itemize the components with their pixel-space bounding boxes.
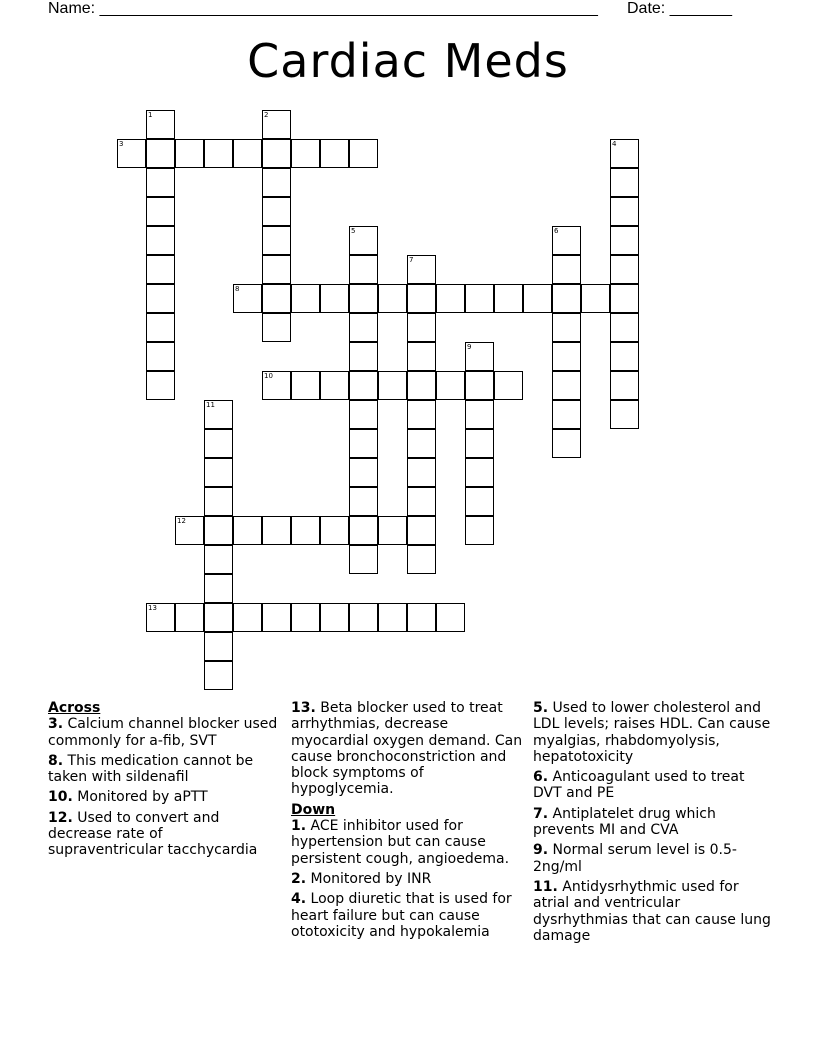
grid-cell[interactable] (407, 545, 436, 574)
grid-cell[interactable] (291, 371, 320, 400)
grid-cell[interactable] (407, 313, 436, 342)
grid-cell[interactable] (494, 284, 523, 313)
grid-cell[interactable] (465, 342, 494, 371)
grid-cell[interactable] (146, 371, 175, 400)
grid-cell[interactable] (552, 429, 581, 458)
grid-cell[interactable] (465, 487, 494, 516)
grid-cell[interactable] (349, 342, 378, 371)
clue-number: 13 (148, 604, 157, 612)
name-field[interactable]: Name: ________________________________________________________ (48, 0, 598, 17)
grid-cell[interactable] (465, 516, 494, 545)
grid-cell[interactable] (146, 226, 175, 255)
clue-across-10: 10. Monitored by aPTT (48, 789, 208, 806)
grid-cell[interactable] (146, 342, 175, 371)
grid-cell[interactable] (436, 371, 465, 400)
grid-cell[interactable] (349, 255, 378, 284)
grid-cell[interactable] (262, 313, 291, 342)
grid-cell[interactable] (610, 255, 639, 284)
grid-cell[interactable] (610, 371, 639, 400)
grid-cell[interactable] (262, 371, 291, 400)
clue-down-7: 7. Antiplatelet drug which prevents MI and CVA (533, 805, 716, 839)
grid-cell[interactable] (204, 516, 233, 545)
clue-down-6: 6. Anticoagulant used to treat DVT and PE (533, 769, 745, 802)
grid-cell[interactable] (407, 516, 436, 545)
grid-cell[interactable] (523, 284, 552, 313)
clue-across-3: 3. Calcium channel blocker used commonly for a-fib, SVT (48, 716, 278, 749)
grid-cell[interactable] (146, 168, 175, 197)
grid-cell[interactable] (610, 284, 639, 313)
clue-number: 4 (612, 140, 617, 148)
date-field[interactable]: Date: _______ (627, 0, 732, 17)
grid-cell[interactable] (320, 371, 349, 400)
grid-cell[interactable] (349, 226, 378, 255)
grid-cell[interactable] (407, 284, 436, 313)
down-heading: Down (291, 801, 336, 818)
grid-cell[interactable] (349, 545, 378, 574)
grid-cell[interactable] (320, 516, 349, 545)
grid-cell[interactable] (262, 284, 291, 313)
grid-cell[interactable] (146, 197, 175, 226)
grid-cell[interactable] (262, 197, 291, 226)
grid-cell[interactable] (378, 284, 407, 313)
clue-column-1 (48, 700, 280, 863)
grid-cell[interactable] (552, 342, 581, 371)
grid-cell[interactable] (407, 371, 436, 400)
grid-cell[interactable] (610, 168, 639, 197)
grid-cell[interactable] (349, 458, 378, 487)
grid-cell[interactable] (378, 371, 407, 400)
clue-number: 8 (235, 285, 240, 293)
grid-cell[interactable] (262, 516, 291, 545)
grid-cell[interactable] (349, 429, 378, 458)
grid-cell[interactable] (233, 139, 262, 168)
grid-cell[interactable] (320, 284, 349, 313)
grid-cell[interactable] (407, 342, 436, 371)
grid-cell[interactable] (204, 400, 233, 429)
clue-column-2 (291, 700, 529, 944)
clue-down-4: 4. Loop diuretic that is used for heart failure but can cause ototoxicity and hypokalemia (291, 891, 512, 940)
grid-cell[interactable] (610, 400, 639, 429)
clue-down-1: 1. ACE inhibitor used for hypertension but can cause persistent cough, angioedema. (291, 818, 510, 867)
grid-cell[interactable] (204, 487, 233, 516)
clue-column-3 (533, 700, 773, 948)
grid-cell[interactable] (262, 255, 291, 284)
grid-cell[interactable] (610, 226, 639, 255)
grid-cell[interactable] (146, 139, 175, 168)
grid-cell[interactable] (291, 603, 320, 632)
grid-cell[interactable] (233, 603, 262, 632)
grid-cell[interactable] (552, 284, 581, 313)
clue-down-11: 11. Antidysrhythmic used for atrial and ventricular dysrhythmias that can cause lung damage (533, 878, 771, 944)
grid-cell[interactable] (407, 458, 436, 487)
grid-cell[interactable] (349, 371, 378, 400)
grid-cell[interactable] (291, 284, 320, 313)
clue-down-9: 9. Normal serum level is 0.5-2ng/ml (533, 842, 737, 875)
grid-cell[interactable] (262, 110, 291, 139)
clue-number: 12 (177, 517, 186, 525)
grid-cell[interactable] (146, 603, 175, 632)
grid-cell[interactable] (552, 400, 581, 429)
grid-cell[interactable] (262, 603, 291, 632)
grid-cell[interactable] (262, 168, 291, 197)
grid-cell[interactable] (349, 516, 378, 545)
grid-cell[interactable] (204, 603, 233, 632)
grid-cell[interactable] (494, 371, 523, 400)
grid-cell[interactable] (233, 284, 262, 313)
grid-cell[interactable] (204, 574, 233, 603)
grid-cell[interactable] (320, 603, 349, 632)
grid-cell[interactable] (320, 139, 349, 168)
grid-cell[interactable] (552, 255, 581, 284)
grid-cell[interactable] (610, 139, 639, 168)
grid-cell[interactable] (552, 313, 581, 342)
grid-cell[interactable] (262, 139, 291, 168)
clue-number: 2 (264, 111, 269, 119)
clue-across-13: 13. Beta blocker used to treat arrhythmias, decrease myocardial oxygen demand. Can cause bronchoconstriction and block symptoms of hypoglycemia. (291, 700, 523, 798)
grid-cell[interactable] (146, 284, 175, 313)
grid-cell[interactable] (291, 139, 320, 168)
clue-number: 9 (467, 343, 472, 351)
grid-cell[interactable] (349, 139, 378, 168)
grid-cell[interactable] (349, 313, 378, 342)
grid-cell[interactable] (146, 255, 175, 284)
grid-cell[interactable] (465, 284, 494, 313)
grid-cell[interactable] (175, 516, 204, 545)
grid-cell[interactable] (204, 632, 233, 661)
grid-cell[interactable] (407, 603, 436, 632)
clue-number: 7 (409, 256, 414, 264)
grid-cell[interactable] (117, 139, 146, 168)
grid-cell[interactable] (349, 603, 378, 632)
page-title: Cardiac Meds (247, 34, 569, 88)
grid-cell[interactable] (146, 313, 175, 342)
grid-cell[interactable] (465, 458, 494, 487)
across-heading: Across (48, 700, 101, 716)
grid-cell[interactable] (610, 313, 639, 342)
grid-cell[interactable] (465, 371, 494, 400)
grid-cell[interactable] (204, 661, 233, 690)
grid-cell[interactable] (436, 603, 465, 632)
grid-cell[interactable] (262, 226, 291, 255)
grid-cell[interactable] (407, 429, 436, 458)
grid-cell[interactable] (465, 429, 494, 458)
clue-number: 3 (119, 140, 124, 148)
grid-cell[interactable] (610, 197, 639, 226)
grid-cell[interactable] (552, 371, 581, 400)
grid-cell[interactable] (581, 284, 610, 313)
grid-cell[interactable] (291, 516, 320, 545)
clue-number: 11 (206, 401, 215, 409)
clue-down-5: 5. Used to lower cholesterol and LDL levels; raises HDL. Can cause myalgias, rhabdomyolysis, hepatotoxicity (533, 700, 771, 765)
grid-cell[interactable] (552, 226, 581, 255)
grid-cell[interactable] (204, 458, 233, 487)
grid-cell[interactable] (378, 516, 407, 545)
grid-cell[interactable] (146, 110, 175, 139)
clue-number: 10 (264, 372, 273, 380)
grid-cell[interactable] (407, 487, 436, 516)
grid-cell[interactable] (204, 429, 233, 458)
grid-cell[interactable] (349, 487, 378, 516)
grid-cell[interactable] (175, 139, 204, 168)
grid-cell[interactable] (407, 255, 436, 284)
grid-cell[interactable] (465, 400, 494, 429)
grid-cell[interactable] (204, 139, 233, 168)
grid-cell[interactable] (204, 545, 233, 574)
grid-cell[interactable] (378, 603, 407, 632)
grid-cell[interactable] (175, 603, 204, 632)
clue-number: 6 (554, 227, 559, 235)
grid-cell[interactable] (233, 516, 262, 545)
clue-across-12: 12. Used to convert and decrease rate of supraventricular tacchycardia (48, 809, 258, 859)
clue-down-2: 2. Monitored by INR (291, 870, 432, 887)
grid-cell[interactable] (610, 342, 639, 371)
grid-cell[interactable] (436, 284, 465, 313)
clue-across-8: 8. This medication cannot be taken with sildenafil (48, 752, 254, 786)
grid-cell[interactable] (349, 400, 378, 429)
grid-cell[interactable] (407, 400, 436, 429)
clue-number: 5 (351, 227, 356, 235)
grid-cell[interactable] (349, 284, 378, 313)
clue-number: 1 (148, 111, 153, 119)
